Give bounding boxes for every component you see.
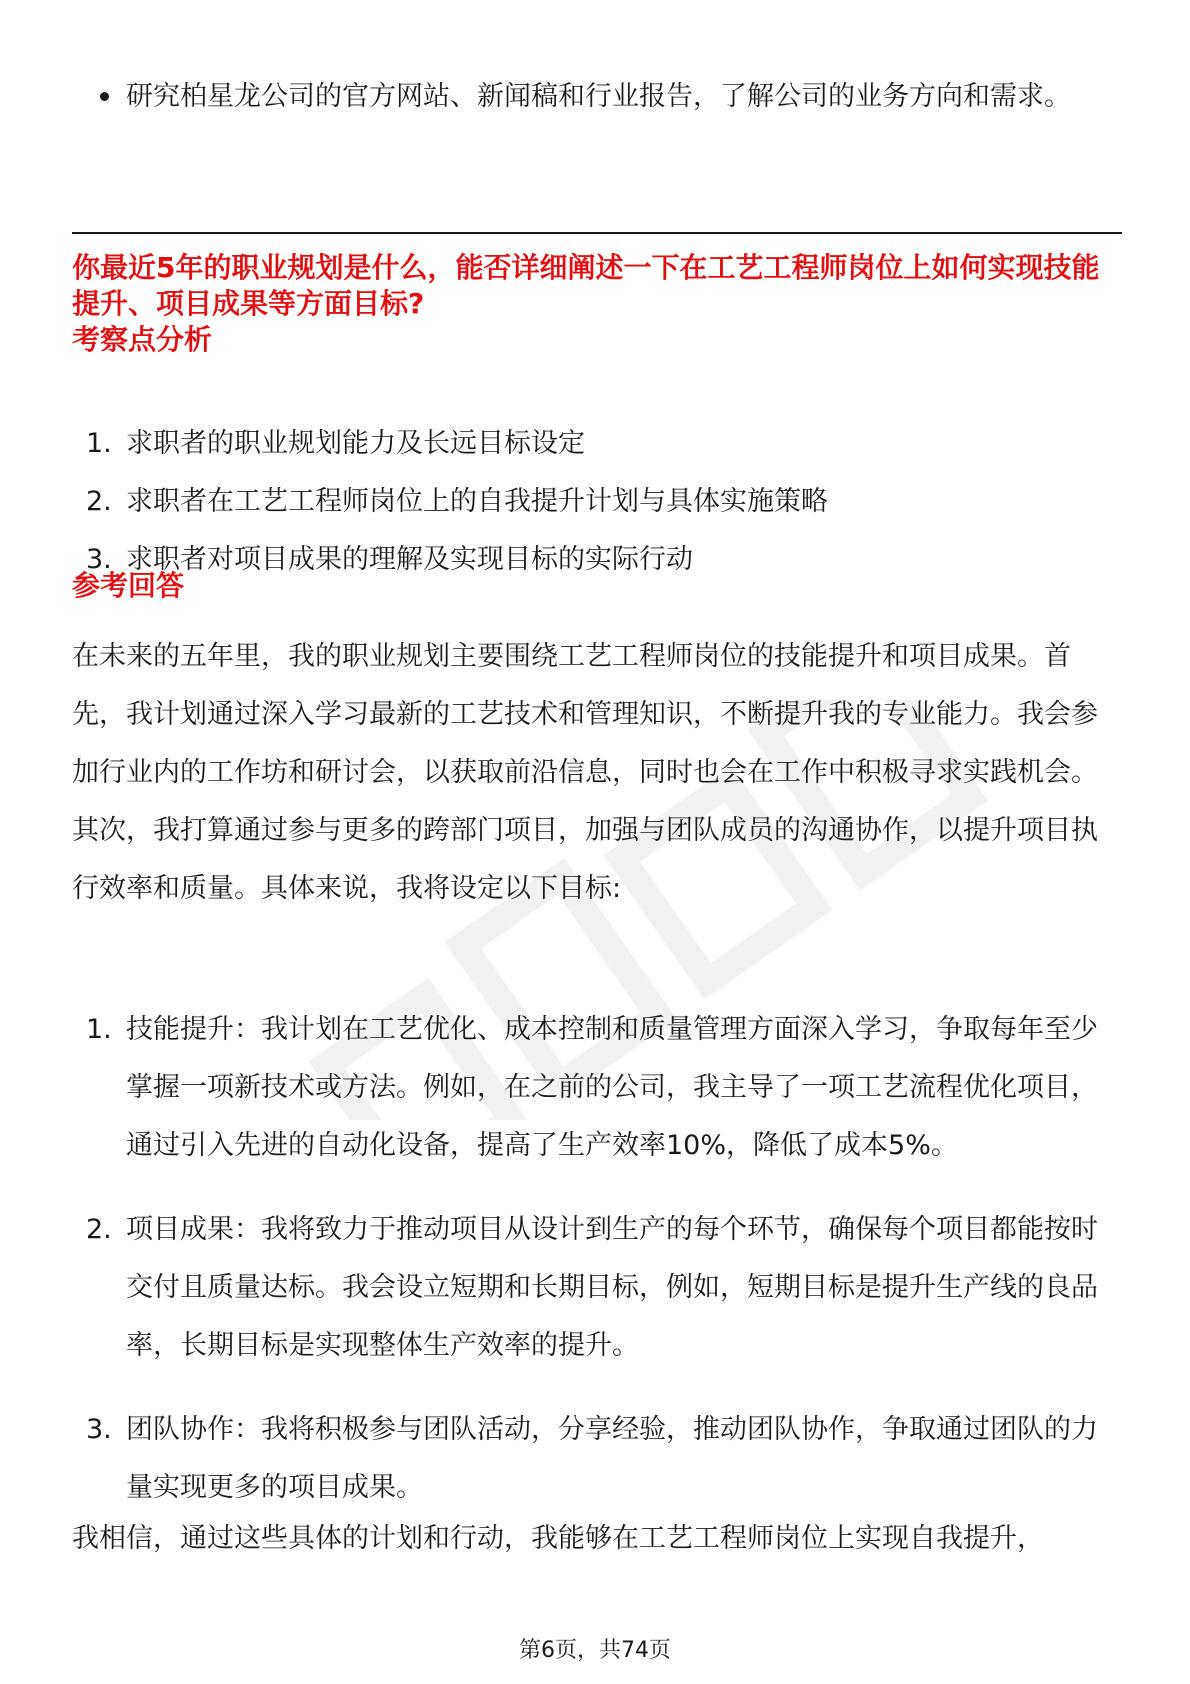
goal-list [72, 1001, 1122, 1543]
list-item [94, 70, 1104, 124]
answer-heading: 参考回答 [72, 569, 185, 602]
analysis-list [72, 415, 1122, 589]
item-number: 3. [86, 1414, 112, 1445]
question-title: 你最近5年的职业规划是什么，能否详细阐述一下在工艺工程师岗位上如何实现技能提升、项目成果等方面目标? [72, 251, 1100, 320]
item-text: 求职者在工艺工程师岗位上的自我提升计划与具体实施策略 [126, 486, 828, 517]
item-text: 项目成果：我将致力于推动项目从设计到生产的每个环节，确保每个项目都能按时交付且质量达标。我会设立短期和长期目标，例如，短期目标是提升生产线的良品率，长期目标是实现整体生产效率的提升。 [126, 1214, 1098, 1361]
list-item [72, 415, 1122, 473]
item-text: 技能提升：我计划在工艺优化、成本控制和质量管理方面深入学习，争取每年至少掌握一项新技术或方法。例如，在之前的公司，我主导了一项工艺流程优化项目，通过引入先进的自动化设备，提高了生产效率10%，降低了成本5%。 [126, 1014, 1098, 1161]
item-number: 1. [86, 428, 112, 459]
item-number: 2. [86, 1214, 112, 1245]
item-number: 2. [86, 486, 112, 517]
list-item [72, 1401, 1122, 1517]
intro-bullet-list [94, 70, 1104, 124]
list-item [72, 473, 1122, 531]
item-text: 求职者的职业规划能力及长远目标设定 [126, 428, 585, 459]
bullet-icon [100, 92, 109, 101]
answer-closing-paragraph: 我相信，通过这些具体的计划和行动，我能够在工艺工程师岗位上实现自我提升， [72, 1523, 1044, 1554]
list-item [72, 1001, 1122, 1175]
list-item [72, 531, 1122, 589]
bullet-text: 研究柏星龙公司的官方网站、新闻稿和行业报告，了解公司的业务方向和需求。 [126, 81, 1071, 112]
item-text: 求职者对项目成果的理解及实现目标的实际行动 [126, 544, 693, 575]
item-number: 1. [86, 1014, 112, 1045]
item-number: 3. [86, 544, 112, 575]
list-item [72, 1201, 1122, 1375]
page-number: 第6页，共74页 [519, 1638, 671, 1663]
analysis-heading: 考察点分析 [72, 323, 213, 356]
section-divider [72, 232, 1122, 234]
item-text: 团队协作：我将积极参与团队活动，分享经验，推动团队协作，争取通过团队的力量实现更多的项目成果。 [126, 1414, 1098, 1503]
answer-intro-paragraph: 在未来的五年里，我的职业规划主要围绕工艺工程师岗位的技能提升和项目成果。首先，我计划通过深入学习最新的工艺技术和管理知识，不断提升我的专业能力。我会参加行业内的工作坊和研讨会，以获取前沿信息，同时也会在工作中积极寻求实践机会。其次，我打算通过参与更多的跨部门项目，加强与团队成员的沟通协作，以提升项目执行效率和质量。具体来说，我将设定以下目标: [72, 641, 1098, 904]
